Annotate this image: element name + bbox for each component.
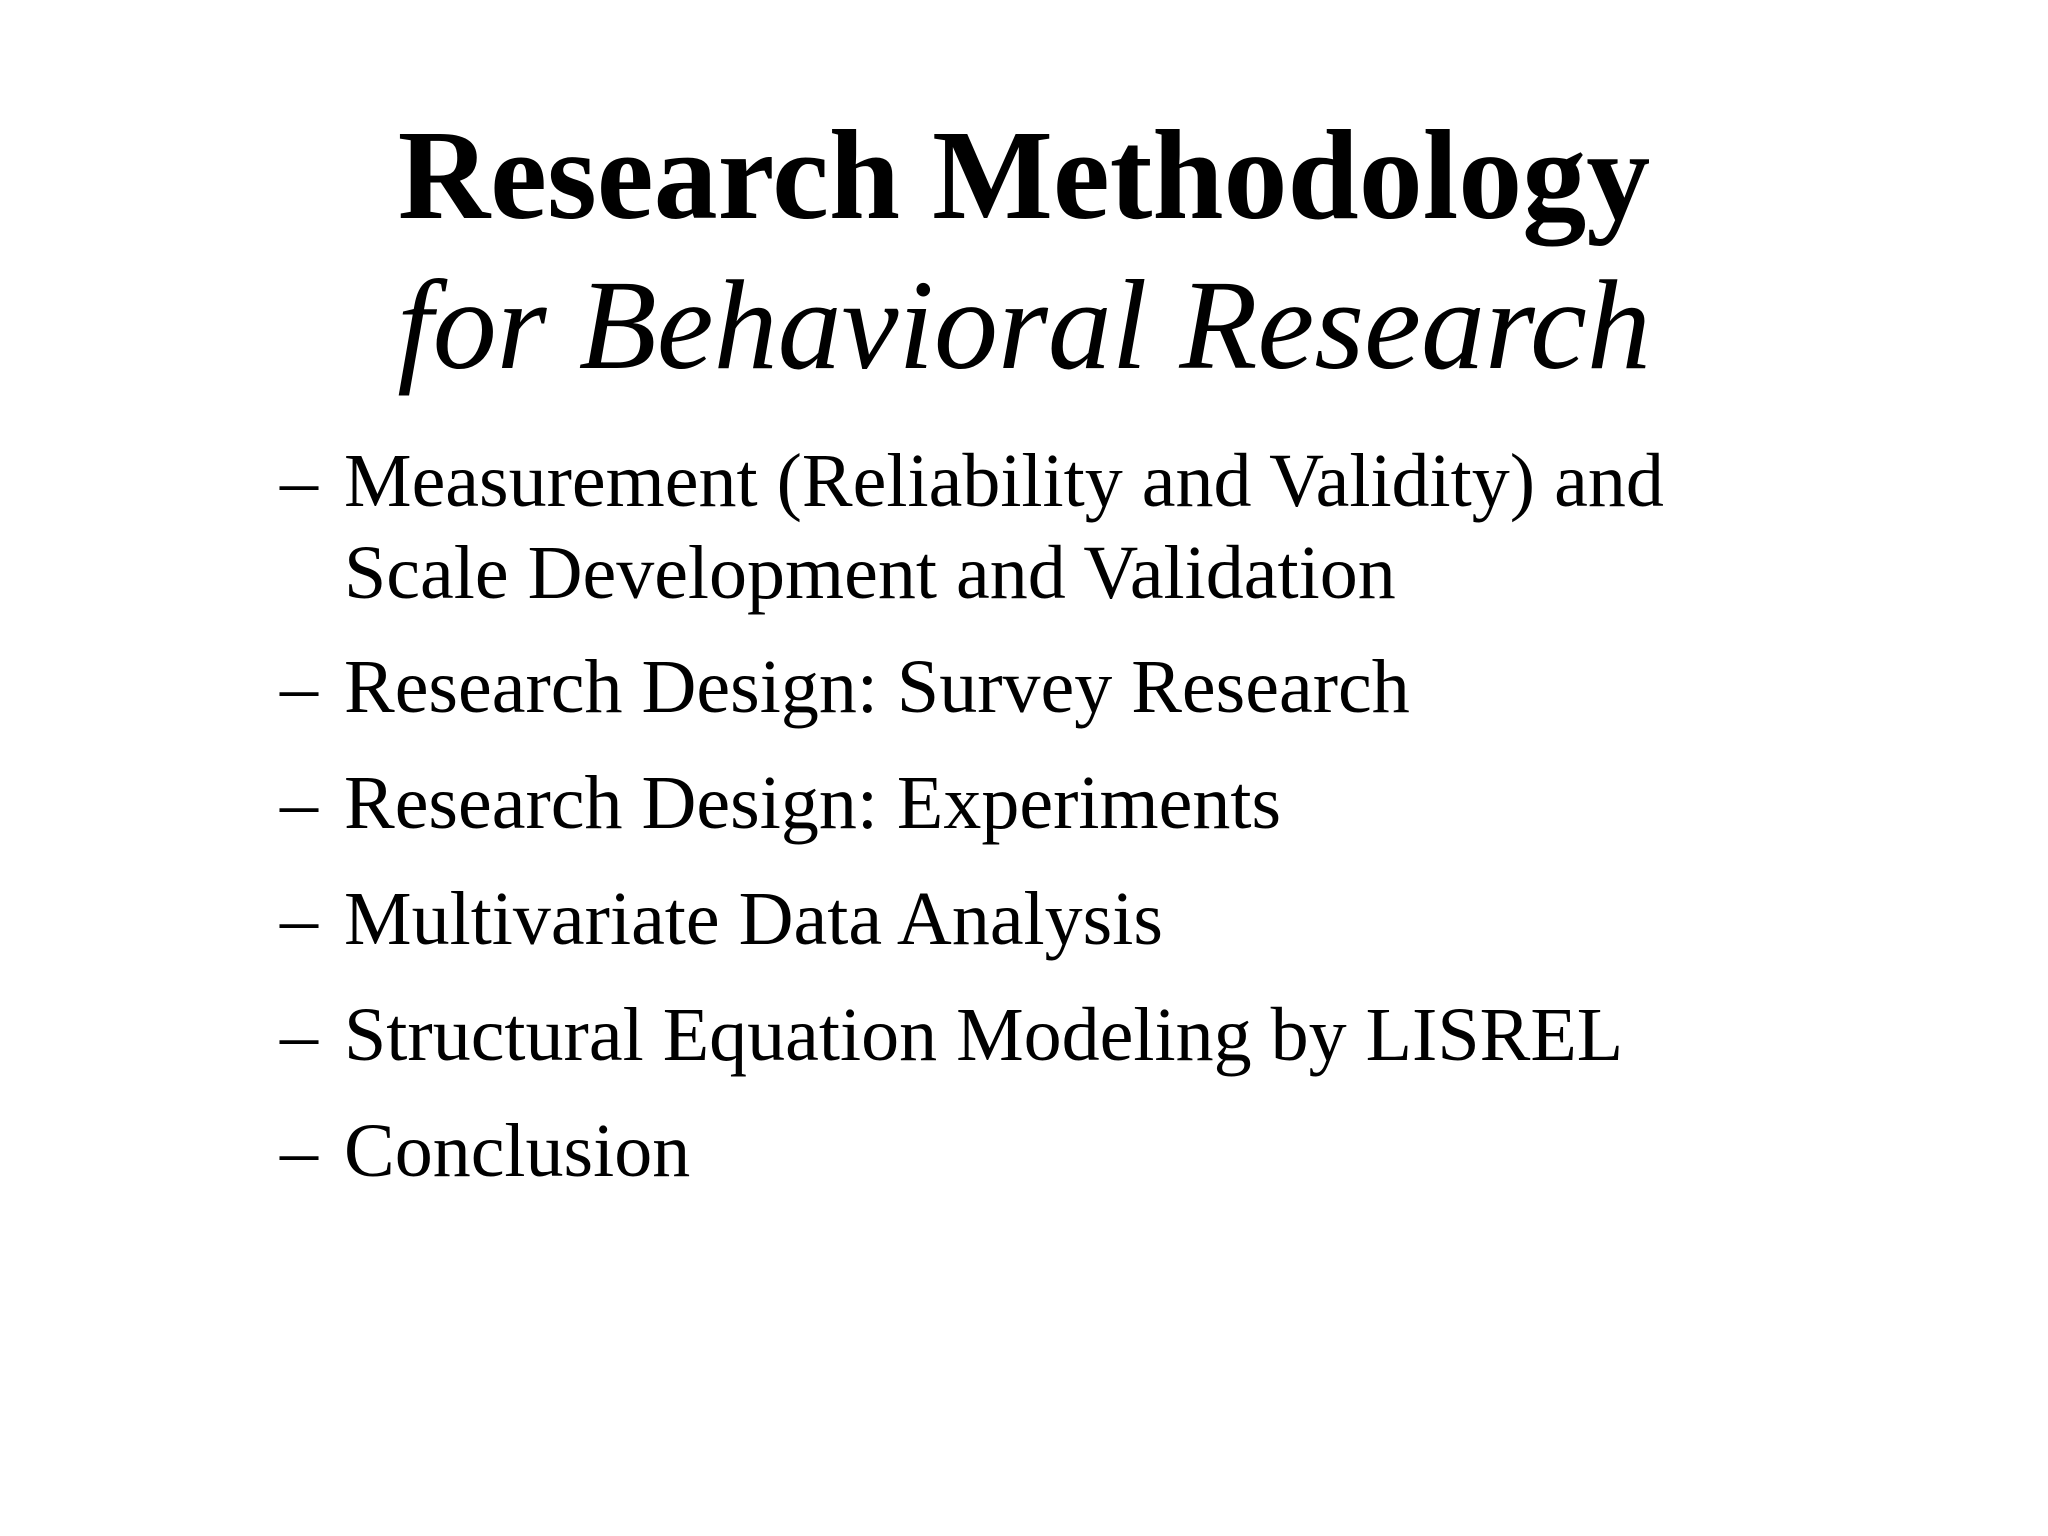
dash-bullet: –: [280, 993, 318, 1077]
list-item-text: Conclusion: [344, 1109, 691, 1193]
list-item: [280, 757, 1980, 849]
list-item: [280, 435, 1980, 619]
list-item: [280, 641, 1980, 733]
list-item-text-line2: Scale Development and Validation: [344, 531, 1396, 615]
list-item: [280, 873, 1980, 965]
dash-bullet: –: [280, 1109, 318, 1193]
dash-bullet: –: [280, 761, 318, 845]
bullet-list: [280, 435, 1980, 1221]
list-item-text-line1: Measurement (Reliability and Validity) and: [344, 439, 1664, 523]
dash-bullet: –: [280, 439, 318, 523]
list-item-text: Multivariate Data Analysis: [344, 877, 1163, 961]
list-item-text: Research Design: Survey Research: [344, 645, 1410, 729]
dash-bullet: –: [280, 645, 318, 729]
list-item-text: Research Design: Experiments: [344, 761, 1282, 845]
slide-title: Research Methodology: [397, 104, 1651, 246]
title-block: [0, 100, 2048, 400]
list-item-text: Structural Equation Modeling by LISREL: [344, 993, 1624, 1077]
dash-bullet: –: [280, 877, 318, 961]
list-item: [280, 1105, 1980, 1197]
slide-subtitle: for Behavioral Research: [397, 254, 1651, 396]
list-item: [280, 989, 1980, 1081]
